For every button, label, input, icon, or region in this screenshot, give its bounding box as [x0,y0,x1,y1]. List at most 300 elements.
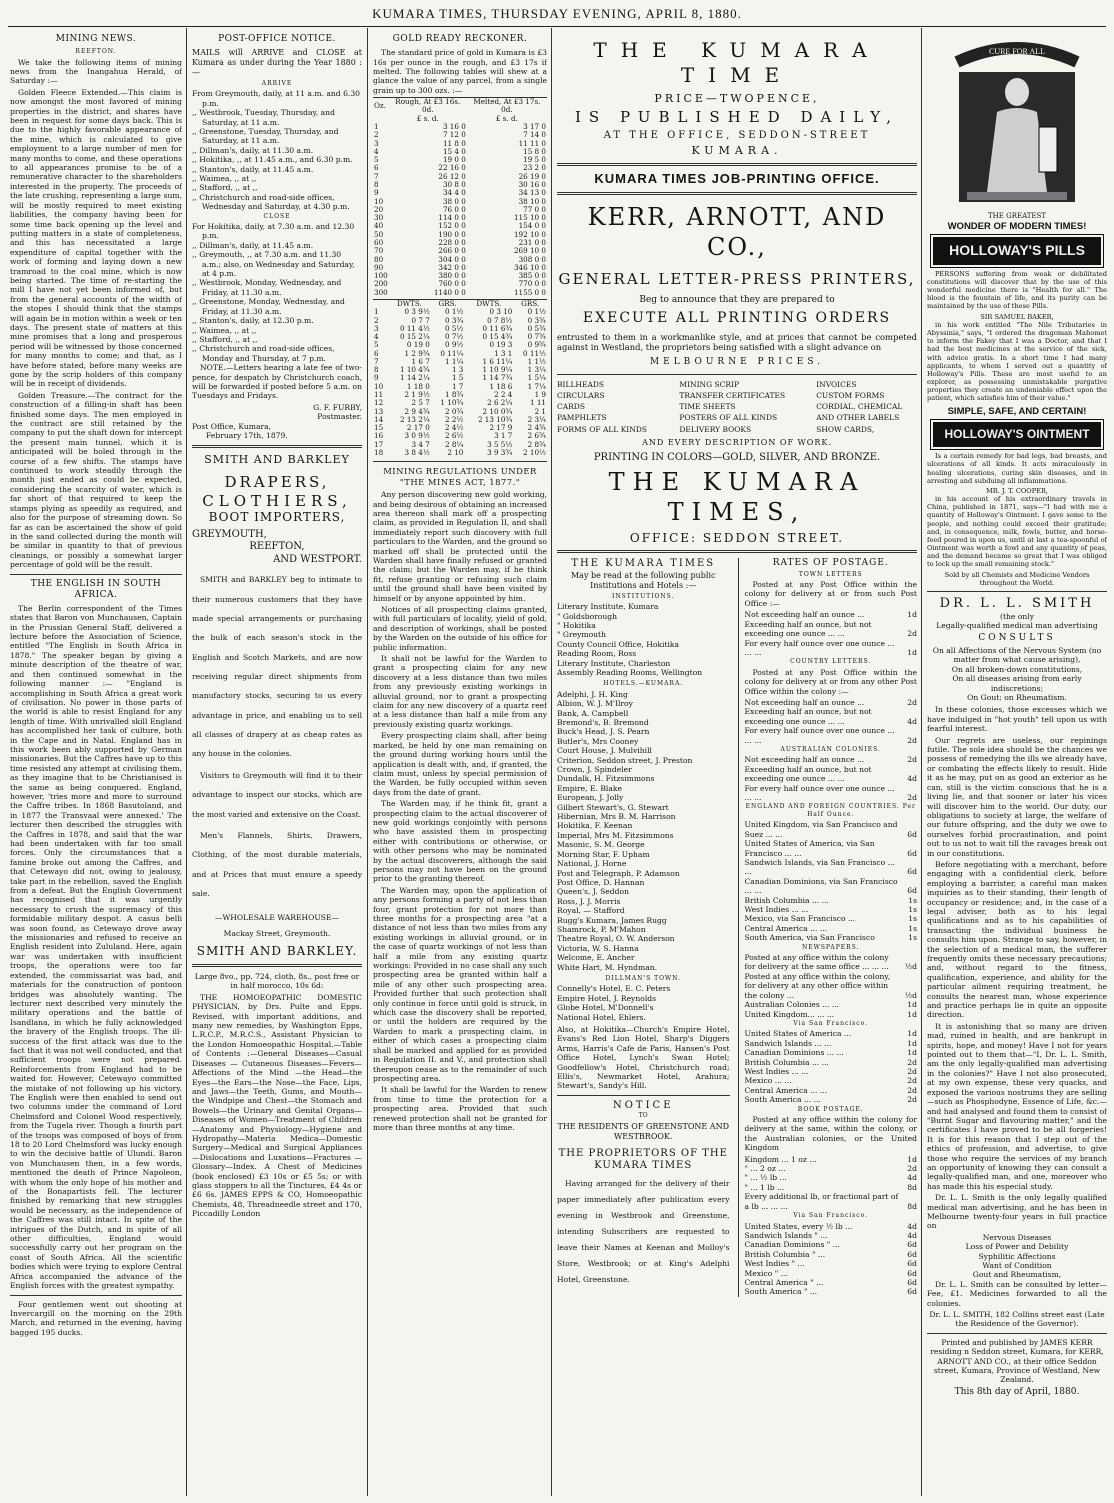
regulation-paragraph: Any person discovering new gold working, and being desirous of obtaining an increased area thereon shall mark off a prospecting claim, as provided in Regulation II, and shall immediately report such discovery with full particulars to the Warden, and the ground so marked off shall be protected until the Warden shall have finally refused or granted the claim; but the Warden may, if he think fit, refuse granting or refusing such claim until the ground shall have been visited by himself or by anyone appointed by him. [373,490,547,603]
table-header: Melted, At £3 17s. 0d. [473,97,541,115]
simple-safe-line: SIMPLE, SAFE, AND CERTAIN! [947,405,1087,417]
arrive-list [192,89,362,211]
rate-label: British Columbia ... ... [744,895,829,905]
hotel-item: Crown, J. Spindeler [557,765,632,775]
rate-label: United States of America, via San Francisco ... ... [744,839,875,858]
hotel-item: Post Office, D. Hannan [557,877,645,887]
table-cell: 1 7 [451,381,464,391]
rate-row [745,1192,918,1211]
smith-barkley-body: Visitors to Greymouth will find it to their advantage to inspect our stocks, which are the most varied and extensive on the Coast. [192,770,362,819]
rate-price: 1d [907,610,917,620]
rate-row [745,972,918,1000]
rate-label: Mexico " ... [744,1268,788,1278]
rate-row [745,1076,918,1085]
table-cell: 1 18 6 [489,381,513,391]
australian-heading: AUSTRALIAN COLONIES. [780,746,881,753]
table-cell: 0 19 3 [489,340,513,350]
table-cell: 190 0 0 [438,229,466,239]
dillman-list [557,984,730,1022]
hotel-item: Hibernian, Mrs B. M. Harrison [557,812,676,822]
smith-barkley-body: Men's Flannels, Shirts, Drawers, Clothing, of the most durable materials, and at Prices that must ensure a speedy sale. [192,830,362,898]
table-cell: 1 10 9¼ [482,365,513,375]
regulation-paragraph: It shall be lawful for the Warden to renew from time to time the protection for a prospecting area. Provided that such renewed protection shall not be granted for more than three months at any time. [373,1085,547,1132]
table-cell: 8 [374,365,379,375]
rate-row [745,765,918,784]
homeopathic-intro: Large 8vo., pp. 724, cloth, 8s., post free or in half morocco, 10s 6d: [194,972,360,991]
table-cell: 15 4 0 [442,146,466,156]
rate-label: British Columbia ... ... [744,1057,829,1067]
office-seddon: OFFICE: SEDDON STREET. [629,530,845,545]
dr-smith-paragraph: Dr. L. L. Smith can be consulted by letter—Fee, £1. Medicines forwarded to all the colonies. [927,1279,1107,1308]
table-cell: 0 19 0 [406,340,430,350]
rate-row [745,1039,918,1048]
rate-label: South America ... ... [744,1095,821,1105]
rate-label: United States of America ... [744,1029,852,1039]
table-cell: 0 7 7 [411,315,430,325]
rate-row [745,1155,918,1164]
rate-row [745,1058,918,1067]
hotel-item: Bremond's, B. Bremond [557,718,649,728]
rate-row [745,877,918,896]
hotel-item: Shamrock, P. M'Mahon [557,924,646,934]
divider [192,964,362,967]
rate-row [745,1048,918,1057]
rate-label: United States, every ½ lb ... [744,1221,853,1231]
table-cell: 2 1 [534,406,546,416]
gold-ounces-table [373,97,547,297]
rate-price: 1d [907,1029,917,1039]
table-cell: 38 10 0 [518,196,546,206]
regulation-paragraph: The Warden may, upon the application of any persons forming a party of not less than four, grant protection for not more than three months for a prospecting area "at a distance of not less than two miles from any existing workings in alluvial ground, or in the case of quartz workings of not less than half a mile from any existing quartz workings: Provided in no case shall any such prospecting area be granted within half a mile of any other such prospecting area. Provided further that such protection shall only continue in force until gold is struck, in which case the discovery shall be reported, or until the holders are required by the Warden to mark a prospecting claim, in either of which cases a prospecting claim shall be marked and applied for as provided in Regulation II. and V., and protection shall thereupon cease as to the remainder of such prospecting area. [373,885,547,1083]
table-cell: 1 7¼ [527,381,546,391]
table-cell: 40 [374,221,384,231]
column-rule [367,28,368,1496]
postmaster-name: G. F. FURBY, [313,402,362,412]
table-cell: 17 [374,439,384,449]
table-cell: 14 [374,414,384,424]
gold-reckoner-title: GOLD READY RECKONER. [392,34,528,44]
table-cell: 1 14 2¼ [399,373,430,383]
rate-label: " ... ½ lb ... [744,1173,787,1183]
rate-price: 8d [907,1201,917,1211]
rate-label: Kingdom ... 1 oz ... [744,1154,817,1164]
table-cell: 2 10½ [523,448,546,457]
table-cell: 2 3¼ [527,414,546,424]
disease-item: Syphilitic Affections [978,1251,1056,1261]
table-cell: 2 4½ [444,423,464,433]
table-cell: 0 1½ [527,307,546,317]
rate-label: Exceeding half an ounce, but not exceeding one ounce ... ... [744,707,872,726]
rate-row [745,1231,918,1240]
imprint: Printed and published by JAMES KERR residing n Seddon street, Kumara, for KERR, ARNOTT AND CO., at their office Seddon street, Kumara, Province of Westland, New Zealand. [930,1337,1104,1385]
table-cell: 2 0¾ [444,406,464,416]
execute-heading: EXECUTE ALL PRINTING ORDERS [582,310,892,327]
print-item: TRANSFER CERTIFICATES [679,390,786,400]
divider [557,163,917,166]
hokitika-also: Also, at Hokitika—Church's Empire Hotel, Evans's Red Lion Hotel, Sharp's Diggers Arms, Harris's Cafe de Paris, Hansen's Post Office Hotel, Lynch's Swan Hotel; Goodfellow's Hotel, Christchurch road; Ellis's, Newmarket Hotel, Arahura; Stewart's, Sandy's Hill. [557,1025,730,1091]
rate-row [745,784,918,803]
reading-places [557,558,730,1296]
print-item: DELIVERY BOOKS [679,424,752,434]
rate-label: For every half ounce over one ounce ... ... ... [744,783,895,803]
kerr-arnott-heading: KERR, ARNOTT, AND CO., [587,202,887,261]
office-line: AT THE OFFICE, SEDDON-STREET [603,129,871,141]
table-cell: 2 6¾ [527,431,546,441]
table-cell: 7 12 0 [442,130,466,140]
institution-item: Literary Institute, Kumara [557,602,659,612]
country-letters-heading: COUNTRY LETTERS. [790,658,872,666]
table-cell: 2 6½ [444,431,464,441]
affection-item: On all diseases arising from early indiscretions; [952,674,1082,693]
rate-price: 6d [907,867,917,877]
post-office-date: February 17th, 1879. [206,430,288,440]
kumara-line: KUMARA. [691,144,783,158]
dillman-item: National Hotel, Ehlers. [557,1012,646,1022]
column-gold-reckoner [373,32,547,1494]
divider [192,445,362,448]
table-cell: 3 0 9½ [404,431,430,441]
divider [927,1333,1107,1334]
hotel-item: Royal, — Stafford [557,906,625,916]
announce-line: Beg to announce that they are prepared to [639,295,835,306]
table-cell: 15 [374,423,384,433]
column-rule [921,28,922,1496]
delivery-notice: Having arranged for the delivery of their paper immediately after publication every evening in Westbrook and Greenstone, intending Subscribers are requested to leave their Names at Keenan and Molloy's Store, Westbrook; or at King's Adelphi Hotel, Greenstone. [557,1179,730,1284]
divider [10,1295,182,1296]
table-cell: 26 19 0 [518,171,546,181]
town-greymouth: GREYMOUTH, [192,529,267,541]
table-cell: 2 10 [447,448,464,457]
rate-label: South America, via San Francisco [744,933,875,943]
table-cell: 1155 0 0 [513,287,546,297]
affection-item: On all Affections of the Nervous System (no matter from what cause arising), [932,646,1102,665]
table-cell: 2 5 7 [411,398,430,408]
table-cell: 0 11¼ [440,348,464,358]
hotel-item: Victoria, W. S. Hanna [557,943,639,953]
mining-regulations-title: MINING REGULATIONS UNDER "THE MINES ACT, 1877." [383,466,537,487]
proprietors-heading: THE PROPRIETORS OF THE KUMARA TIMES [558,1147,728,1171]
rate-label: West Indies ... ... [744,905,809,914]
table-cell: 3 8 4½ [404,448,430,457]
sold-by-line: Sold by all Chemists and Medicine Vendors throughout the World. [944,570,1090,587]
print-item: PAMPHLETS [557,413,607,423]
rate-price: 1d [907,647,917,657]
town-letters-intro: Posted at any Post Office within the colony for delivery at or from such Post Office :— [744,580,917,608]
rate-row [745,1240,918,1249]
rate-price: 2d [907,1164,917,1174]
table-row [373,449,547,457]
table-cell: 0 3 10 [489,307,513,317]
rate-price: 6d [907,1287,917,1297]
rate-row [745,755,918,764]
rate-label: Australian Colonies ... ... [744,1000,840,1010]
close-heading: CLOSE [263,212,291,220]
hotel-item: Masonic, S. M. George [557,840,645,850]
arrive-heading: ARRIVE [261,79,293,87]
hotel-item: Bank, A. Campbell [557,708,629,718]
rate-row [745,933,918,942]
rate-price: 2d [907,629,917,639]
rate-label: Canadian Dominions " ... [744,1240,840,1250]
town-reefton: REEFTON, [249,541,305,553]
table-cell: 2 2½ [444,414,464,424]
table-cell: 1 6 11¼ [482,356,513,366]
institution-item: Reading Room, Ross [557,649,637,659]
smith-barkley-body: SMITH and BARKLEY beg to intimate to their numerous customers that they have made special arrangements or purchasing the bulk of each season's stock in the English and Scotch Markets, and are now receiving regular direct shipments from manufactory stocks, securing to us every advantage in price, and enabling us to sell all classes of drapery at as cheap rates as any house in the colonies. [192,575,362,759]
close-list [192,222,362,363]
table-header: £ s. d. [416,113,439,123]
rate-price: 4d [907,716,917,726]
dr-smith-legal: Legally-qualified medical man advertising [936,621,1098,631]
rate-price: 6d [907,1268,917,1278]
table-cell: 76 0 0 [442,204,466,214]
table-header: £ s. d. [495,113,518,123]
table-cell: 1 1½ [527,356,546,366]
rate-price: 2d [907,1057,917,1067]
table-cell: 22 16 0 [438,163,466,173]
table-cell: 228 0 0 [438,237,466,247]
table-cell: 1 5¼ [527,373,546,383]
rate-price: 4d [907,1230,917,1240]
via-sf-book-rates [745,1222,918,1297]
mining-paragraph: Golden Fleece Extended.—This claim is now amongst the most favored of mining properties in the district, and shares have been in request for some days back. This is due to the highly favorable appearance of the mine, which is calculated to give employment to a large number of men for many months to come, and these operations to all appearances promise to be of a remunerative character to the shareholders interested in the property. The proceeds of the late crushing, representing a large sum, will be mostly required to meet existing liabilities, the company having been for some time back opening up the level and putting matters in a state of completeness, and this has necessitated a large expenditure of capital together with the work of forming and laying down a new tramroad to the coal mine, which is now being started. The time of re-starting the mill I have not yet been informed of, but from the general accounts of the width of the stopes I should think that the stamps will again be in motion within a week or ten days. The present state of matters at this mine promises that a long and prosperous period will be witnessed by those concerned for many months to come; and that, as I have before stated, before many weeks are gone by the scrip holders of this company will be in receipt of dividends. [10,87,182,389]
rate-row [745,1067,918,1076]
close-item: ,, Stanton's, daily, at 12.30 p.m. [192,316,314,326]
table-cell: 231 0 0 [518,237,546,247]
table-cell: 760 0 0 [438,279,466,289]
rate-row [745,610,918,619]
print-item: AND OTHER LABELS [816,413,900,423]
rate-label: United Kingdom, via San Francisco and Suez ... ... [744,820,898,839]
institution-item: " Goldsborough [557,611,618,621]
affection-item: On Gout; on Rheumatism. [967,693,1067,703]
divider [557,192,917,195]
masthead: KUMARA TIMES, THURSDAY EVENING, APRIL 8, 1880. [372,6,742,21]
table-cell: 3 5 5½ [487,439,513,449]
rate-label: West Indies " ... [744,1259,805,1269]
masthead-rule [8,26,1106,27]
table-cell: 152 0 0 [438,221,466,231]
table-cell: 2 1 9½ [404,390,430,400]
mining-paragraph: Golden Treasure.—The contract for the construction of a filling-in shaft has been finished some days. The men employed in the contract are still retained by the company to put the shaft down for intercept the present main tunnel, which it is anticipated will be holed through in the course of a few shifts. The stamps have continued to work steadily through the month just ended as could be expected, considering the scarcity of water, which is far short of that required to keep the stamps plying as speedily as required, and also for the purpose of streaming down. So far as can be ascertained the show of gold in the sand collected during the month will be similar in quantity to that of previous cleanings, or possibly a somewhat larger percentage of gold will be the result. [10,390,182,570]
table-cell: 7 14 0 [523,130,546,140]
table-cell: 0 7¾ [527,332,546,342]
table-cell: 2 9 4¾ [404,406,430,416]
rate-row [745,953,918,972]
rate-price: 1s [908,933,917,943]
may-be-read-intro: May be read at the following public Institutions and Hotels :— [570,570,716,590]
table-cell: 154 0 0 [518,221,546,231]
close-item: ,, Dillman's, daily, at 11.45 a.m. [192,240,314,250]
table-cell: 11 [374,390,384,400]
rates-title: RATES OF POSTAGE. [772,558,889,569]
via-sf-newspaper-rates [745,1029,918,1104]
close-item: ,, Greymouth, ,, at 7.30 a.m. and 11.30 a.m.; also, on Wednesday and Saturday, at 4 p.m. [192,250,355,279]
cooper-text: in his account of his extraordinary travels in China, published in 1871, says—"I had with me a quantity of Holloway's Ointment. I gave some to the people, and nothing could exceed their gratitude; and, in consequence, milk, fowls, butter, and horse-feed poured in upon us, until at last a tea-spoonful of Ointment was worth a fowl and any quantity of peas, and the demand became so great that I was obliged to lock up the small remaining stock." [927,495,1107,569]
hotel-item: Imperial, Mrs M. Fitzsimmons [557,830,674,840]
table-cell: 3 [374,138,379,148]
hotel-item: Buck's Head, J. S. Pearn [557,727,650,737]
greatest-line: THE GREATEST [988,212,1046,220]
table-cell: 3 9 3¾ [487,448,513,457]
table-cell: 100 [374,271,388,281]
table-cell: 5 [374,340,379,350]
table-cell: 50 [374,229,384,239]
table-cell: 7 [374,356,379,366]
table-header: Rough, At £3 16s. 0d. [395,97,461,115]
print-item: CUSTOM FORMS [816,390,885,400]
arrive-item: ,, Stafford, ,, at ,, [192,183,258,193]
banner-text: CURE FOR ALL [988,47,1046,56]
divider [927,591,1107,592]
post-office-place: Post Office, Kumara, [192,421,272,431]
hotel-item: Albion, W. J. M'Ilroy [557,699,633,709]
book-rates [745,1155,918,1211]
table-cell: 3 4 7 [411,439,430,449]
rate-label: Not exceeding half an ounce ... [744,755,865,765]
mining-news-title: MINING NEWS. [55,34,137,44]
table-cell: 1 18 0 [406,381,430,391]
rate-label: West Indies ... ... [744,1066,809,1076]
dillman-heading: DILLMAN'S TOWN. [605,974,681,982]
mining-intro: We take the following items of mining news from the Inangahua Herald, of Saturday :— [10,57,182,86]
dr-smith-paragraph: Our regrets are useless, our repinings futile. The sole idea should be the chances we possess of remedying the ills we already have, or combating the effects likely to result. Hide it as he may, put on as good an exterior as he can, still is the victim conscious that he is a living lie, and that sooner or later his vices will discover him to the world. Our duty, our obligations to society at large, the welfare of our future offspring, and the duty we owe to ourselves forbid procrastination, and point out to us not to wait till the ravages break out in our constitutions. [927,735,1107,858]
arrive-item: ,, Dillman's, daily, at 11.30 a.m. [192,145,314,155]
table-cell: 1 2 9¾ [404,348,430,358]
price-line: PRICE—TWOPENCE, [654,91,820,105]
table-cell: 0 15 2¼ [399,332,430,342]
holloway-pills-banner: HOLLOWAY'S PILLS [933,237,1101,264]
newspaper-rates [745,953,918,1019]
printing-products [557,379,917,435]
table-cell: 1 10 4¾ [399,365,430,375]
regulation-paragraph: Every prospecting claim shall, after being marked, be held by one man remaining on the ground during working hours until the application is dealt with, and, if granted, the claim must, unless by special permission of the Warden, be fully occupied within seven days from the date of grant. [373,731,547,797]
rate-price: 6d [907,1240,917,1250]
entrusted-text: entrusted to them in a workmanlike style, and at prices that cannot be competed against in Westland, the proprietors being satisfied with a slight advance on [557,331,917,352]
table-cell: 30 8 0 [442,180,466,189]
table-cell: 0 7 8½ [487,315,513,325]
hotel-item: Gilbert Stewart's, G. Stewart [557,802,669,812]
table-cell: 2 2 4 [494,390,513,400]
rate-label: " ... 2 oz ... [744,1164,786,1174]
notice-to: TO [638,1112,648,1120]
rate-row [745,1029,918,1038]
divider [373,461,547,462]
table-cell: 380 0 0 [438,271,466,281]
institution-item: Literary Institute, Charleston [557,658,671,668]
every-description: AND EVERY DESCRIPTION OF WORK. [642,437,832,447]
hotel-item: Rugg's Kumara, James Rugg [557,915,667,925]
table-cell: 1 6 7 [411,356,430,366]
table-cell: 20 [374,204,384,214]
arrive-item: ,, Greenstone, Tuesday, Thursday, and Saturday, at 11 a.m. [192,126,339,146]
table-cell: 90 [374,262,384,272]
rate-label: Sandwich Islands, via San Francisco ... ... [744,857,895,877]
hotel-item: White Hart, M. Hyndman. [557,962,658,972]
colors-line: PRINTING IN COLORS—GOLD, SILVER, AND BRONZE. [593,451,881,463]
rate-price: ½d [904,962,917,972]
table-header: DWTS. [396,298,422,308]
foreign-rates [745,820,918,942]
post-office-note: NOTE.—Letters bearing a late fee of two-pence, for despatch by Christchurch coach, will be forwarded if posted before 5 a.m. on Tuesdays and Fridays. [192,363,362,401]
table-cell: 19 5 0 [523,155,546,165]
homeopathic-body: THE HOMOEOPATHIC DOMESTIC PHYSICIAN, by Drs. Pulte and Epps. Revised, with important additions, and many new remedies, by Washington Epps, L.R.C.P., M.R.C.S., Assistant Physician to the London Homoeopathic Hospital.—Table of Contents :—General Diseases—Casual Diseases — Cutaneous Diseases—Fevers—Affections of the Mind —the Head—the Eyes—the Ears—the Nose—the Face, Lips, and Jaws—the Teeth, Gums, and Mouth—the Windpipe and Chest—the Stomach and Bowels—the Urinary and Genital Organs—Diseases of Women—Treatment of Children—Anatomy and Physiology—Hygiene and Hydropathy—Materia Medica—Domestic Surgery—Medical and Surgical Appliances —Dislocations and Luxations—Fractures —Glossary—Index. A Chest of Medicines (book enclosed) £3 10s or £5 5s; or with glass stoppers to all the Tinctures, £4 4s or £6 6s. JAMES EPPS & CO, Homoeopathic Chemists, 48, Threadneedle street and 170, Piccadilly London [192,992,362,1219]
print-item: MINING SCRIP [679,379,740,389]
table-cell: 385 0 0 [518,271,546,281]
rate-row [745,896,918,905]
rate-label: Exceeding half an ounce, but not exceeding one ounce ... ... [744,619,872,639]
table-cell: 1 10¾ [440,398,464,408]
table-cell: 30 [374,213,384,223]
table-cell: 200 [374,279,388,289]
country-letters-rates [745,698,918,745]
table-cell: 114 0 0 [438,213,466,223]
rate-price: ½d [904,990,917,1000]
rate-row [745,1269,918,1278]
rate-price: 1d [907,1000,917,1010]
table-cell: 60 [374,237,384,247]
hotel-item: Criterion, Seddon street, J. Preston [557,755,693,765]
column-post-office [192,32,362,1494]
melbourne-prices: MELBOURNE PRICES. [649,357,825,368]
residents-heading: THE RESIDENTS OF GREENSTONE AND WESTBROOK. [557,1121,729,1141]
rate-row [745,1086,918,1095]
rate-label: For every half ounce over one ounce ... ... ... [744,726,895,745]
print-item: BILLHEADS [557,379,605,389]
table-cell: 0 11½ [523,348,546,358]
gold-dwts-table [373,299,547,457]
arrive-item: From Greymouth, daily, at 11 a.m. and 6.30 p.m. [192,89,360,108]
column-mining-news [10,32,182,1494]
table-cell: 11 11 0 [518,138,546,148]
rate-label: Every additional lb, or fractional part of a lb ... ... ... [744,1192,899,1211]
table-cell: 70 [374,246,384,256]
rate-row [745,924,918,933]
hotels-list [557,690,730,972]
via-sf-book-heading: Via San Francisco. [793,1212,869,1220]
divider [557,374,917,375]
table-header: GRS. [521,298,540,308]
rate-row [745,726,918,745]
gold-reckoner-intro: The standard price of gold in Kumara is £3 16s per ounce in the rough, and £3 17s if melted. The following tables will shew at a glance the value of any parcel, from a single grain up to 300 ozs. :— [373,48,547,95]
table-cell: 13 [374,406,384,416]
rate-price: 1d [907,1154,917,1164]
table-cell: 0 1½ [444,307,464,317]
lower-section [557,558,917,1296]
disease-item: Want of Condition [982,1261,1052,1271]
rate-label: Not exceeding half an ounce ... [744,697,865,707]
table-cell: 0 9½ [444,340,464,350]
regulation-paragraph: It shall not be lawful for the Warden to grant a prospecting claim for any new discovery at a less distance than two miles from any previously existing workings in alluvial ground, nor to grant a prospecting claim for any new discovery of a quartz reef at a less distance than half a mile from any previously existing quartz workings. [373,654,547,729]
table-cell: 6 [374,163,379,173]
table-cell: 0 9¾ [527,340,546,350]
rate-row [745,820,918,839]
rate-price: 2d [907,1076,917,1086]
divider [557,550,917,553]
hotels-heading: HOTELS.—KUMARA. [603,680,684,688]
dr-smith-paragraph: Before negotiating with a merchant, before engaging with a confidential clerk, before employing a barrister, a careful man makes inquiries as to their standing, their length of occupancy or residence; and, in the case of a legal adviser, both as to his legal qualifications and as to his capabilities of transacting the individual business he consults him upon. Strange to say, however, in the selection of a medical man, the sufferer frequently omits these necessary precautions; and, without regard to the fitness, qualification, experience, and ability for the particular ailment requiring treatment, he consults the nearest man, whose experience and practice perhaps lie in quite an opposite direction. [927,859,1107,1020]
rate-label: Central America " ... [744,1277,824,1287]
table-cell: 1 1¼ [444,356,464,366]
table-cell: 10 [374,196,384,206]
table-cell: 346 10 0 [513,262,546,272]
regulation-paragraph: The Warden may, if he think fit, grant a prospecting claim to the actual discoverer of new gold workings conjointly with persons who have assisted them in prospecting either with contributions or otherwise, or with other persons who may be nominated by the actual discoverers, although the said persons may not have been on the ground prior to the granting thereof. [373,799,547,884]
drapers-heading: DRAPERS, [224,473,330,491]
rate-row [745,1173,918,1182]
table-cell: 300 [374,287,388,297]
rate-price: 1s [908,914,917,924]
rate-label: Sandwich Islands " ... [744,1230,828,1240]
